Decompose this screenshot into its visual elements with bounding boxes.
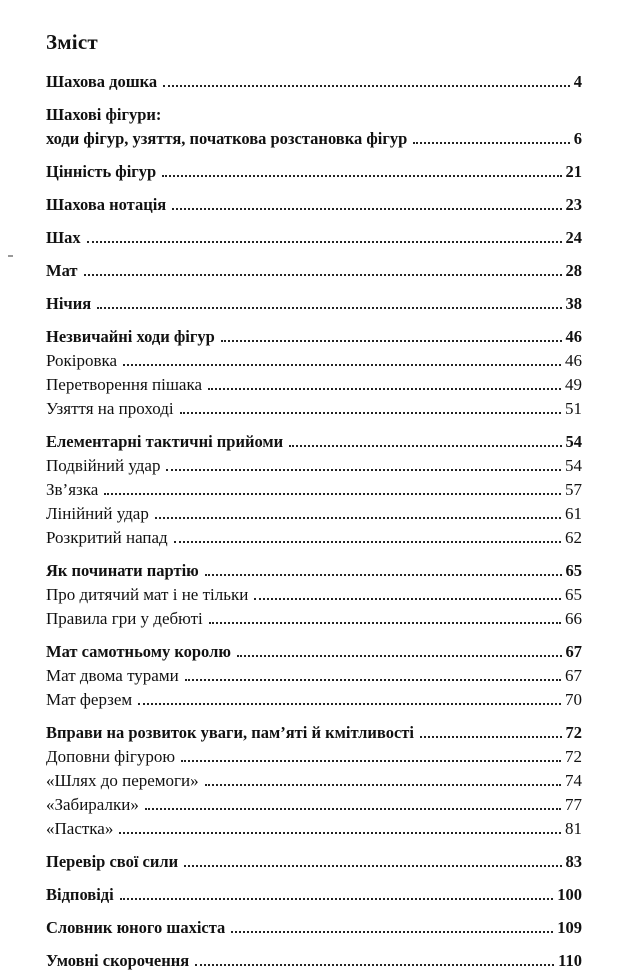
toc-entry [46, 526, 582, 550]
toc-entry-label: Шахова нотація [46, 195, 167, 214]
toc-entry [46, 430, 582, 454]
dot-leader [237, 655, 562, 657]
toc-entry [46, 688, 582, 712]
dot-leader [195, 964, 554, 966]
toc-entry-label: Мат двома турами [46, 666, 179, 685]
toc-entry-label: ходи фігур, узяття, початкова розстановка фігур [46, 129, 408, 148]
toc-entry-label: Словник юного шахіста [46, 918, 226, 937]
toc-entry-page-number: 46 [565, 351, 582, 370]
toc-entry-page-number: 62 [565, 528, 582, 547]
section-spacer [46, 94, 582, 103]
scan-mark [8, 255, 13, 257]
toc-entry [46, 70, 582, 94]
toc-entry-page-number: 74 [565, 771, 582, 790]
toc-entry [46, 259, 582, 283]
toc-entry [46, 664, 582, 688]
section-spacer [46, 421, 582, 430]
toc-entry-label: Доповни фігурою [46, 747, 176, 766]
toc-entry-page-number: 4 [573, 72, 582, 91]
toc-entry [46, 349, 582, 373]
toc-entry-page-number: 24 [565, 228, 582, 247]
toc-entry [46, 745, 582, 769]
toc-entry [46, 160, 582, 184]
toc-entry-label: Правила гри у дебюті [46, 609, 203, 628]
dot-leader [420, 736, 562, 738]
toc-entry [46, 103, 582, 127]
toc-entry-page-number: 81 [565, 819, 582, 838]
toc-entry [46, 127, 582, 151]
toc-entry-label: Про дитячий мат і не тільки [46, 585, 249, 604]
section-spacer [46, 712, 582, 721]
dot-leader [221, 340, 562, 342]
toc-entry-page-number: 23 [565, 195, 582, 214]
toc-entry-label: «Пастка» [46, 819, 114, 838]
toc-entry-page-number: 100 [557, 885, 582, 904]
toc-entry [46, 721, 582, 745]
section-spacer [46, 250, 582, 259]
toc-entry-page-number: 61 [565, 504, 582, 523]
section-spacer [46, 841, 582, 850]
dot-leader [166, 469, 561, 471]
toc-entry-page-number: 38 [565, 294, 582, 313]
dot-leader [119, 832, 561, 834]
toc-entry-label: Шахова дошка [46, 72, 158, 91]
dot-leader [172, 208, 561, 210]
toc-entry-label: Вправи на розвиток уваги, пам’яті й кмітливості [46, 723, 414, 742]
dot-leader [87, 241, 562, 243]
table-of-contents [46, 70, 582, 973]
toc-entry [46, 454, 582, 478]
section-spacer [46, 184, 582, 193]
toc-entry [46, 769, 582, 793]
toc-entry-page-number: 77 [565, 795, 582, 814]
toc-entry-label: Мат [46, 261, 78, 280]
toc-entry-label: Мат ферзем [46, 690, 133, 709]
toc-entry-page-number: 110 [558, 951, 582, 970]
toc-entry-label: Як починати партію [46, 561, 199, 580]
toc-entry [46, 949, 582, 973]
page-title: Зміст [46, 30, 98, 54]
dot-leader [413, 142, 570, 144]
section-spacer [46, 874, 582, 883]
dot-leader [155, 517, 561, 519]
toc-entry-label: Елементарні тактичні прийоми [46, 432, 284, 451]
dot-leader [181, 760, 561, 762]
toc-entry [46, 373, 582, 397]
toc-entry-page-number: 51 [565, 399, 582, 418]
toc-entry-page-number: 66 [565, 609, 582, 628]
section-spacer [46, 283, 582, 292]
toc-entry-page-number: 72 [565, 747, 582, 766]
toc-entry-label: «Шлях до перемоги» [46, 771, 199, 790]
toc-entry-page-number: 67 [565, 666, 582, 685]
dot-leader [84, 274, 562, 276]
toc-entry-page-number: 65 [565, 585, 582, 604]
dot-leader [104, 493, 561, 495]
toc-entry-page-number: 54 [565, 432, 582, 451]
toc-entry [46, 916, 582, 940]
toc-entry [46, 583, 582, 607]
toc-entry-label: Розкритий напад [46, 528, 168, 547]
toc-entry-page-number: 49 [565, 375, 582, 394]
section-spacer [46, 550, 582, 559]
section-spacer [46, 631, 582, 640]
toc-entry-label: Шах [46, 228, 81, 247]
dot-leader [163, 85, 570, 87]
dot-leader [205, 784, 561, 786]
toc-entry-page-number: 65 [565, 561, 582, 580]
toc-entry-label: Шахові фігури: [46, 105, 162, 124]
toc-entry-label: Перетворення пішака [46, 375, 203, 394]
toc-entry-label: Відповіді [46, 885, 114, 904]
toc-entry [46, 817, 582, 841]
toc-entry-label: Узяття на проході [46, 399, 174, 418]
dot-leader [97, 307, 561, 309]
dot-leader [162, 175, 561, 177]
toc-entry-label: Зв’язка [46, 480, 99, 499]
toc-entry-label: Подвійний удар [46, 456, 161, 475]
toc-entry [46, 226, 582, 250]
toc-entry-page-number: 57 [565, 480, 582, 499]
toc-entry [46, 325, 582, 349]
toc-entry-label: Незвичайні ходи фігур [46, 327, 215, 346]
toc-entry [46, 478, 582, 502]
toc-entry [46, 607, 582, 631]
toc-entry [46, 883, 582, 907]
toc-entry-label: «Забиралки» [46, 795, 139, 814]
toc-entry-label: Рокіровка [46, 351, 118, 370]
toc-entry-page-number: 70 [565, 690, 582, 709]
dot-leader [205, 574, 562, 576]
toc-entry [46, 640, 582, 664]
dot-leader [123, 364, 561, 366]
dot-leader [208, 388, 561, 390]
toc-entry [46, 559, 582, 583]
toc-entry-page-number: 72 [565, 723, 582, 742]
toc-entry [46, 292, 582, 316]
dot-leader [254, 598, 561, 600]
toc-entry-label: Умовні скорочення [46, 951, 190, 970]
dot-leader [180, 412, 561, 414]
section-spacer [46, 151, 582, 160]
toc-entry-page-number: 109 [557, 918, 582, 937]
dot-leader [138, 703, 561, 705]
section-spacer [46, 316, 582, 325]
dot-leader [231, 931, 553, 933]
toc-entry-page-number: 21 [565, 162, 582, 181]
dot-leader [145, 808, 561, 810]
section-spacer [46, 940, 582, 949]
dot-leader [174, 541, 561, 543]
toc-entry-page-number: 54 [565, 456, 582, 475]
dot-leader [209, 622, 561, 624]
toc-entry-label: Перевір свої сили [46, 852, 179, 871]
toc-entry [46, 397, 582, 421]
toc-entry-label: Лінійний удар [46, 504, 149, 523]
dot-leader [184, 865, 561, 867]
dot-leader [185, 679, 561, 681]
toc-entry-page-number: 67 [565, 642, 582, 661]
toc-entry [46, 850, 582, 874]
toc-entry [46, 502, 582, 526]
toc-entry-label: Цінність фігур [46, 162, 157, 181]
toc-entry-page-number: 6 [573, 129, 582, 148]
toc-entry-label: Мат самотньому королю [46, 642, 231, 661]
toc-entry [46, 793, 582, 817]
toc-entry-page-number: 46 [565, 327, 582, 346]
toc-entry-page-number: 28 [565, 261, 582, 280]
dot-leader [120, 898, 554, 900]
toc-entry [46, 193, 582, 217]
dot-leader [289, 445, 561, 447]
section-spacer [46, 217, 582, 226]
toc-entry-page-number: 83 [565, 852, 582, 871]
toc-entry-label: Нічия [46, 294, 92, 313]
section-spacer [46, 907, 582, 916]
